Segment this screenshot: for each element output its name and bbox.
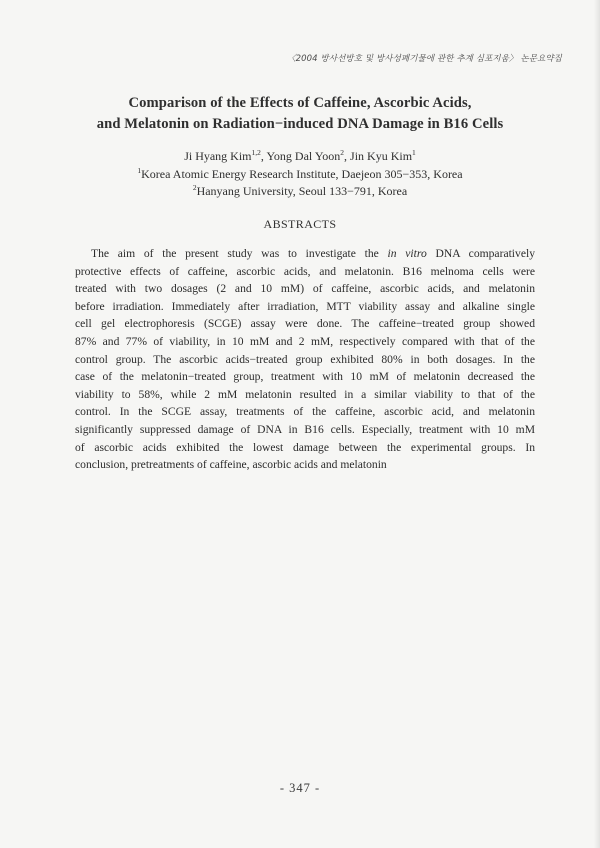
author-affil-mark: 2: [340, 148, 345, 157]
title-line-2: and Melatonin on Radiation−induced DNA Damage in B16 Cells: [96, 116, 504, 132]
author-affil-mark: 1: [412, 148, 416, 157]
abstract-line: control. In the SCGE assay, treatments of the caffeine, ascorbic acid, and melatonin: [75, 405, 535, 419]
author-list: [40, 148, 560, 164]
abstract-line: treated with two dosages (2 and 10 mM) of caffeine, ascorbic acids, and melatonin: [75, 282, 535, 296]
abstract-text: DNA comparatively: [426, 247, 535, 260]
abstract-line: [75, 245, 535, 263]
abstract-line: case of the melatonin−treated group, treatment with 10 mM of melatonin decreased the: [75, 370, 535, 384]
abstract-line: protective effects of caffeine, ascorbic acids, and melatonin. B16 melnoma cells were: [75, 264, 535, 278]
abstract-line: significantly suppressed damage of DNA in B16 cells. Especially, treatment with 10 mM: [75, 422, 535, 436]
title-line-1: Comparison of the Effects of Caffeine, Ascorbic Acids,: [128, 95, 472, 111]
affiliation-text: Hanyang University, Seoul 133−791, Korea: [196, 184, 408, 198]
page-number: - 347 -: [279, 781, 321, 795]
author-name: Jin Kyu Kim: [350, 149, 413, 163]
abstract-line: 87% and 77% of viability, in 10 mM and 2 mM, respectively compared with that of the: [75, 334, 535, 348]
abstract-line: before irradiation. Immediately after irradiation, MTT viability assay and alkaline single: [75, 299, 535, 313]
author-separator: ,: [260, 149, 267, 163]
affiliation-2: [40, 183, 560, 199]
author-name: Yong Dal Yoon: [266, 149, 341, 163]
abstract-body: [75, 245, 535, 474]
affiliation-1: [40, 166, 560, 182]
paper-title: [40, 93, 560, 135]
affiliation-mark: 1: [137, 166, 142, 175]
abstract-line: cell gel electrophoresis (SCGE) assay were done. The caffeine−treated group showed: [75, 317, 535, 331]
abstract-heading: ABSTRACTS: [263, 217, 337, 231]
abstract-line: viability to 58%, while 2 mM melatonin resulted in a similar viability to that of the: [75, 387, 535, 401]
abstract-line: conclusion, pretreatments of caffeine, ascorbic acids and melatonin: [75, 458, 387, 472]
author-name: Ji Hyang Kim: [184, 149, 252, 163]
running-header: 〈2004 방사선방호 및 방사성폐기물에 관한 추계 심포지움〉 논문요약집: [287, 54, 562, 64]
affiliation-mark: 2: [192, 183, 197, 192]
abstract-line: of ascorbic acids exhibited the lowest damage between the experimental groups. In: [75, 440, 535, 454]
author-affil-mark: 1,2: [251, 148, 261, 157]
affiliation-text: Korea Atomic Energy Research Institute, Daejeon 305−353, Korea: [141, 167, 463, 181]
abstract-line: control group. The ascorbic acids−treated group exhibited 80% in both dosages. In the: [75, 352, 535, 366]
abstract-text: The aim of the present study was to investigate the: [91, 247, 388, 260]
abstract-italic-term: in vitro: [387, 247, 427, 260]
page-edge-shadow: [594, 0, 600, 848]
author-separator: ,: [344, 149, 351, 163]
